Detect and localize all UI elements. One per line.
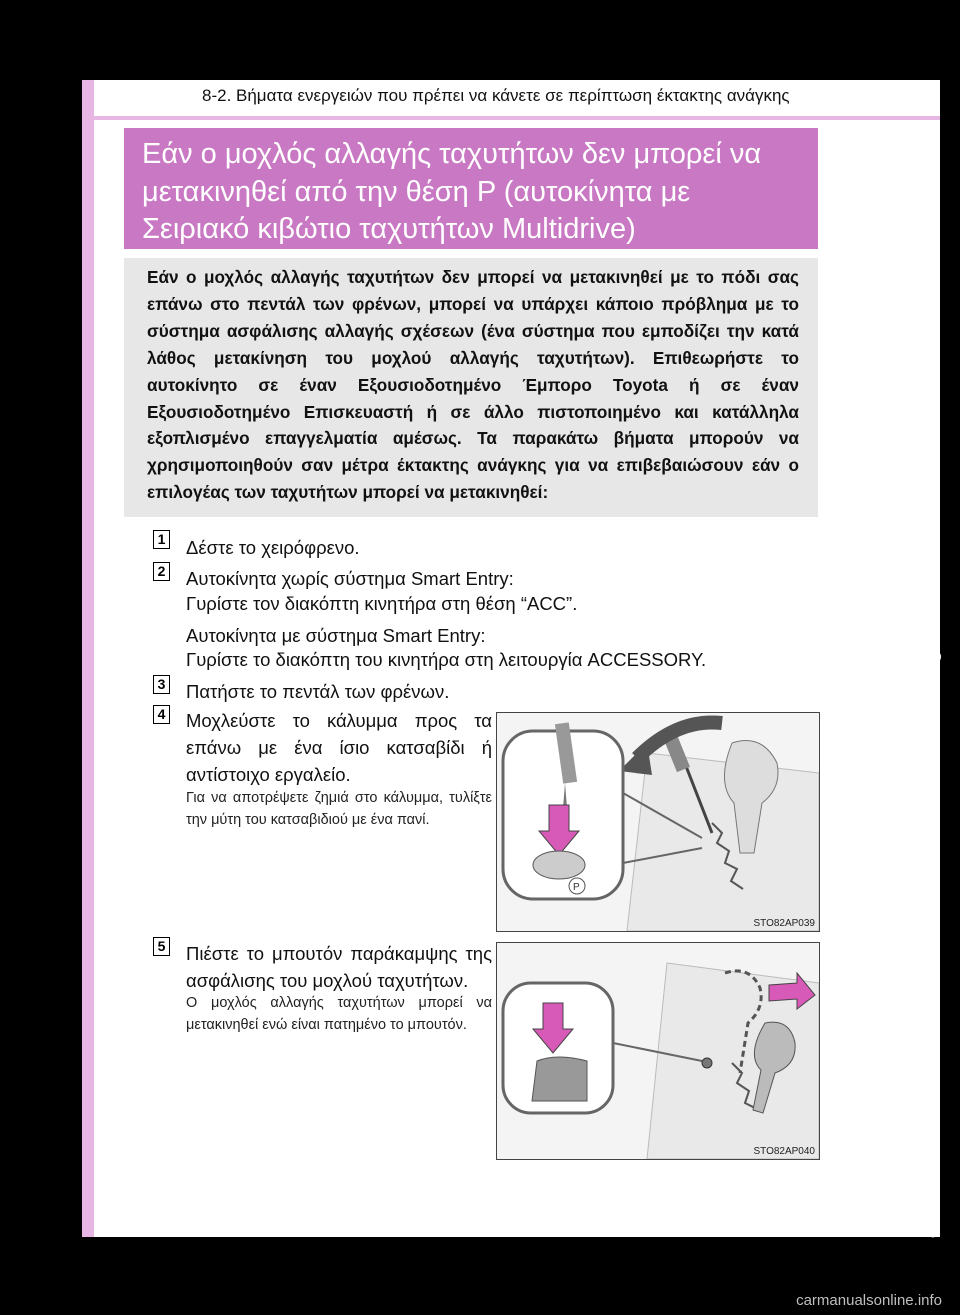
step-5-text: Πιέστε το μπουτόν παράκαμψης της ασφάλισης του μοχλού ταχυτήτων.: [186, 943, 492, 991]
footer-site: carmanualsonline.info: [796, 1292, 942, 1309]
step-4-number: 4: [153, 705, 170, 724]
step-2-line-3: Αυτοκίνητα με σύστημα Smart Entry:: [186, 625, 486, 646]
section-title: Εάν ο μοχλός αλλαγής ταχυτήτων δεν μπορεί να μετακινηθεί από την θέση P (αυτοκίνητα με Σειριακό κιβώτιο ταχυτήτων Multidrive): [142, 138, 762, 245]
figure-code: STO82AP040: [753, 1146, 815, 1157]
header-rule: [94, 116, 940, 120]
step-4-text: Μοχλεύστε το κάλυμμα προς τα επάνω με ένα ίσιο κατσαβίδι ή αντίστοιχο εργαλείο.: [186, 710, 492, 785]
crop-mark-icon: ◟: [926, 1218, 934, 1240]
step-4-note: Για να αποτρέψετε ζημιά στο κάλυμμα, τυλίξτε την μύτη του κατσαβιδιού με ένα πανί.: [186, 790, 492, 828]
section-sidebar-bar: [82, 80, 94, 1237]
step-1-text: Δέστε το χειρόφρενο.: [186, 537, 360, 558]
manual-page: [82, 80, 940, 1237]
figure-shift-release: [496, 942, 820, 1160]
step-2-number: 2: [153, 562, 170, 581]
crop-mark-icon: ◟: [926, 82, 934, 104]
step-2-line-2: Γυρίστε τον διακόπτη κινητήρα στη θέση “ACC”.: [186, 593, 578, 614]
step-2-line-4: Γυρίστε το διακόπτη του κινητήρα στη λειτουργία ACCESSORY.: [186, 649, 707, 670]
figure-code: STO82AP039: [753, 918, 815, 929]
svg-text:P: P: [573, 882, 580, 893]
intro-text: Εάν ο μοχλός αλλαγής ταχυτήτων δεν μπορεί να μετακινηθεί με το πόδι σας επάνω στο πεντάλ των φρένων, μπορεί να υπάρχει κάποιο πρόβλημα με το σύστημα ασφάλισης αλλαγής σχέσεων (ένα σύστημα που εμποδίζει την κατά λάθος μετακίνηση του μοχλού αλλαγής ταχυτήτων). Επιθεωρήστε το αυτοκίνητο σε έναν Εξουσιοδοτημένο Έμπορο Toyota ή σε έναν Εξουσιοδοτημένο Επισκευαστή ή σε άλλο πιστοποιημένο και κατάλληλα εξοπλισμένο επαγγελματία αμέσως. Τα παρακάτω βήματα μπορούν να χρησιμοποιηθούν σαν μέτρα έκτακτης ανάγκης για να επιβεβαιώσουν εάν ο επιλογέας των ταχυτήτων μπορεί να μετακινηθεί:: [147, 267, 799, 503]
step-3-number: 3: [153, 675, 170, 694]
step-3-text: Πατήστε το πεντάλ των φρένων.: [186, 681, 450, 702]
figure-cover-removal: [496, 712, 820, 932]
intro-box: [124, 258, 818, 517]
step-5-number: 5: [153, 937, 170, 956]
screwdriver-cover-illustration: [497, 713, 819, 931]
registration-mark-icon: ⊕: [926, 646, 943, 668]
running-head: 8-2. Βήματα ενεργειών που πρέπει να κάνετε σε περίπτωση έκτακτης ανάγκης: [202, 86, 790, 105]
step-2-line-1: Αυτοκίνητα χωρίς σύστημα Smart Entry:: [186, 568, 514, 589]
step-5-note: Ο μοχλός αλλαγής ταχυτήτων μπορεί να μετακινηθεί ενώ είναι πατημένο το μπουτόν.: [186, 995, 492, 1033]
section-banner: [124, 128, 818, 249]
step-1-number: 1: [153, 530, 170, 549]
shift-lock-release-illustration: [497, 943, 819, 1159]
